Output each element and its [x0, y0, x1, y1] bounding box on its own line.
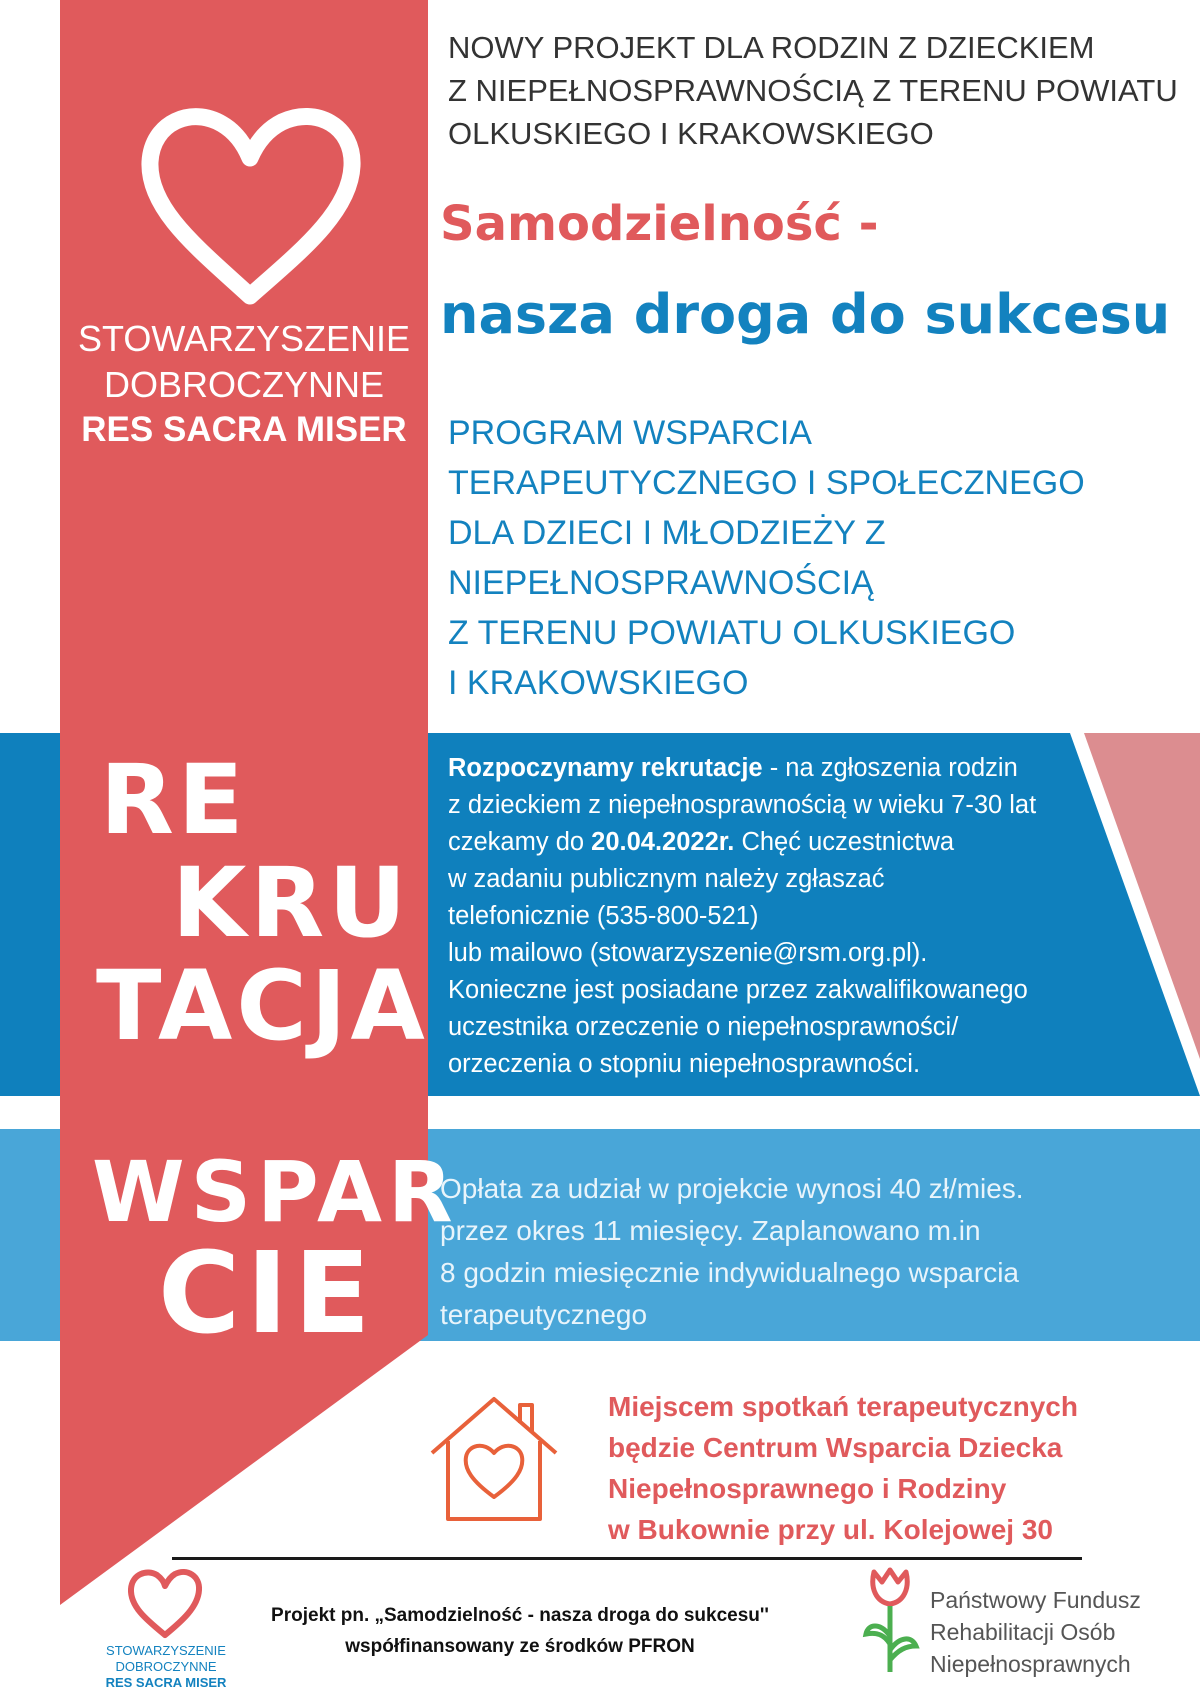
funding-line1: Projekt pn. „Samodzielność - nasza droga do sukcesu'' [271, 1605, 769, 1626]
recruitment-line: orzeczenia o stopniu niepełnosprawności. [448, 1050, 921, 1078]
pfron-line1: Państwowy Fundusz [930, 1587, 1141, 1613]
program-line: Z TERENU POWIATU OLKUSKIEGO [448, 614, 1016, 652]
fee-line: Opłata za udział w projekcie wynosi 40 zł/mies. [440, 1173, 1024, 1204]
org-name-line3: RES SACRA MISER [81, 410, 407, 449]
fee-text [440, 1168, 1180, 1336]
funding-note [220, 1600, 820, 1662]
program-line: PROGRAM WSPARCIA [448, 414, 812, 452]
recruitment-deadline: 20.04.2022r. [591, 828, 735, 856]
program-line: TERAPEUTYCZNEGO I SPOŁECZNEGO [448, 464, 1085, 502]
place-line: będzie Centrum Wsparcia Dziecka [608, 1432, 1063, 1463]
pfron-line2: Rehabilitacji Osób [930, 1619, 1116, 1645]
program-description [448, 408, 1188, 708]
recruitment-lead: Rozpoczynamy rekrutacje [448, 754, 763, 782]
small-org-line1: STOWARZYSZENIE [106, 1643, 226, 1658]
heart-logo-icon [130, 100, 370, 310]
wsparcie-line2: CIE [158, 1229, 377, 1359]
footer-divider [172, 1557, 1082, 1560]
header-line: NOWY PROJEKT DLA RODZIN Z DZIECKIEM [448, 30, 1095, 65]
recruitment-phone: telefonicznie (535-800-521) [448, 902, 759, 930]
place-line: w Bukownie przy ul. Kolejowej 30 [608, 1514, 1053, 1545]
recruitment-line: w zadaniu publicznym należy zgłaszać [448, 865, 885, 893]
pfron-line3: Niepełnosprawnych [930, 1651, 1131, 1677]
recruitment-line: Konieczne jest posiadane przez zakwalifikowanego [448, 976, 1028, 1004]
fee-line: 8 godzin miesięcznie indywidualnego wsparcia [440, 1257, 1019, 1288]
meeting-place [608, 1386, 1188, 1550]
program-line: DLA DZIECI I MŁODZIEŻY Z [448, 514, 886, 552]
recruitment-lead-rest: - na zgłoszenia rodzin [762, 754, 1018, 782]
place-line: Niepełnosprawnego i Rodziny [608, 1473, 1007, 1504]
org-name-line2: DOBROCZYNNE [103, 364, 385, 405]
rekrutacja-line1: RE [100, 744, 248, 856]
title-line1: Samodzielność - [440, 196, 879, 252]
pfron-tulip-icon [860, 1566, 922, 1676]
rekrutacja-line3: TACJA [96, 950, 429, 1062]
program-line: NIEPEŁNOSPRAWNOŚCIĄ [448, 564, 874, 602]
header-line: OLKUSKIEGO I KRAKOWSKIEGO [448, 116, 934, 151]
recruitment-line: Chęć uczestnictwa [734, 828, 955, 856]
funding-line2: współfinansowany ze środków PFRON [345, 1636, 695, 1657]
small-org-line3: RES SACRA MISER [105, 1675, 227, 1690]
fee-line: terapeutycznego [440, 1299, 648, 1330]
header-line: Z NIEPEŁNOSPRAWNOŚCIĄ Z TERENU POWIATU [448, 73, 1178, 108]
rekrutacja-line2: KRU [172, 847, 411, 959]
header-text [448, 26, 1178, 155]
recruitment-line: uczestnika orzeczenie o niepełnosprawności/ [448, 1013, 959, 1041]
recruitment-email: lub mailowo (stowarzyszenie@rsm.org.pl). [448, 939, 928, 967]
org-name-line1: STOWARZYSZENIE [77, 318, 411, 359]
small-org-line2: DOBROCZYNNE [115, 1659, 217, 1674]
recruitment-line: czekamy do [448, 828, 592, 856]
small-heart-logo-icon [122, 1565, 208, 1641]
recruitment-text [448, 750, 1088, 1083]
title-line2: nasza droga do sukcesu [440, 283, 1171, 346]
house-heart-icon [428, 1393, 560, 1525]
place-line: Miejscem spotkań terapeutycznych [608, 1391, 1078, 1422]
fee-line: przez okres 11 miesięcy. Zaplanowano m.in [440, 1215, 981, 1246]
recruitment-line: z dzieckiem z niepełnosprawnością w wieku 7-30 lat [448, 791, 1037, 819]
wsparcie-line1: WSPAR [92, 1143, 459, 1241]
pfron-name [930, 1584, 1141, 1680]
program-line: I KRAKOWSKIEGO [448, 664, 749, 702]
